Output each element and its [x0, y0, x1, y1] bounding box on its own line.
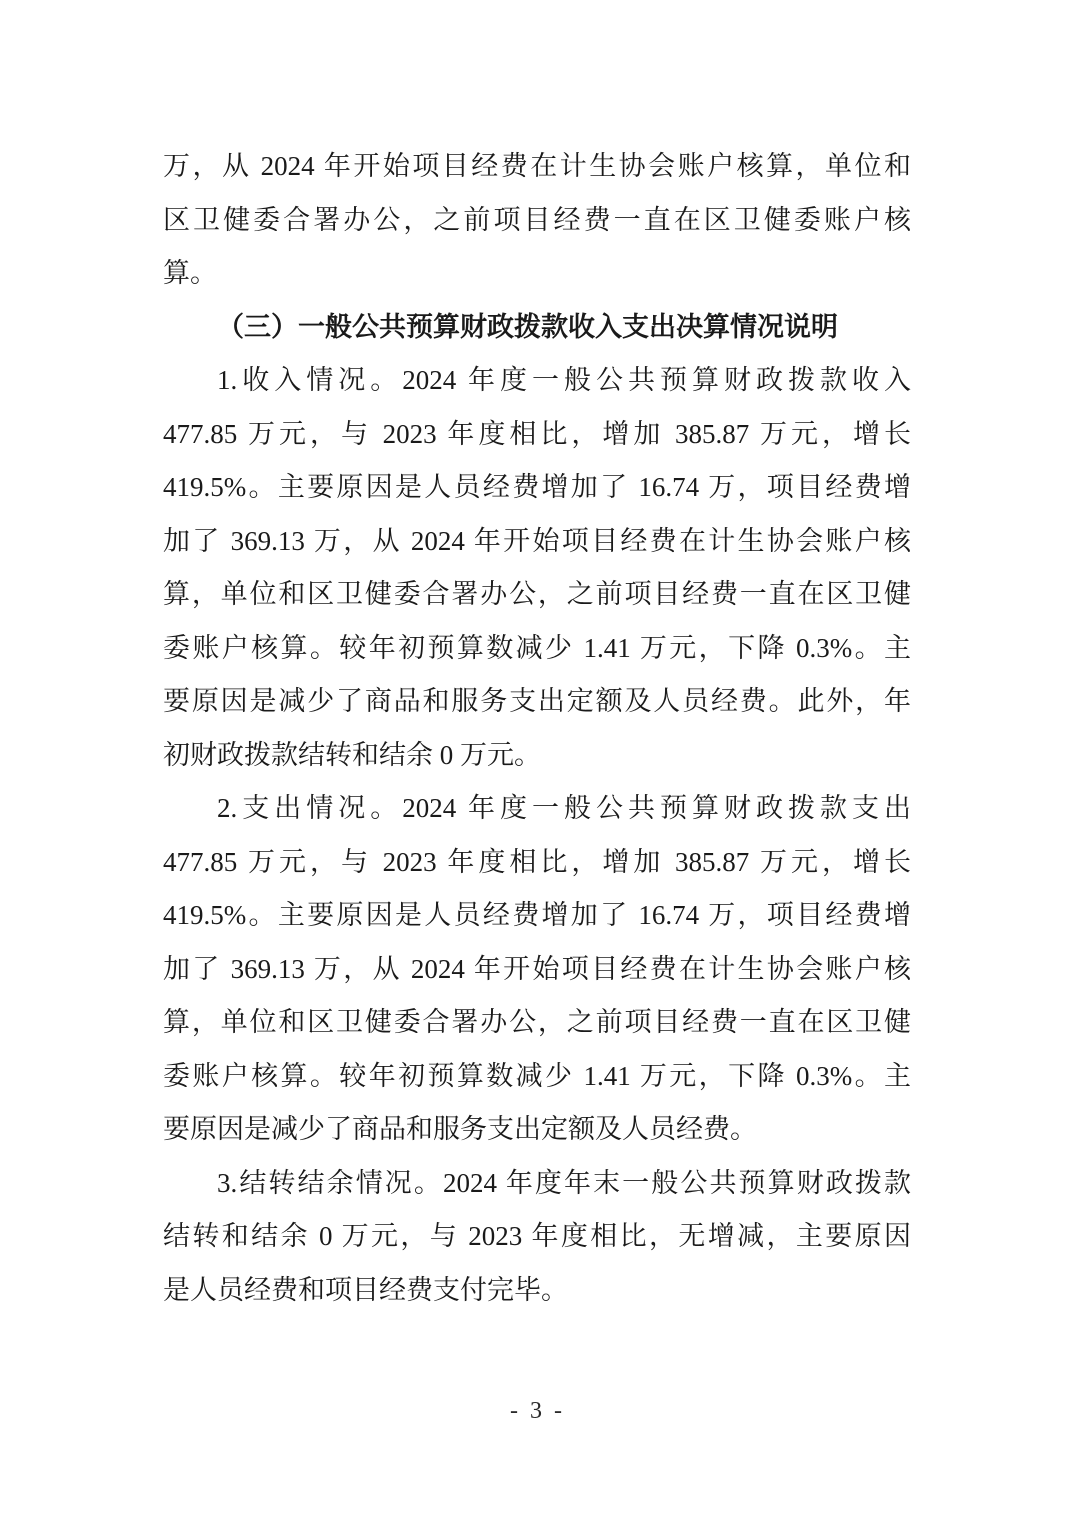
- expenditure-para-line-3: 419.5%。主要原因是人员经费增加了 16.74 万，项目经费增: [163, 900, 911, 930]
- income-para-line-7: 要原因是减少了商品和服务支出定额及人员经费。此外，年: [163, 686, 911, 716]
- income-para-line-2: 477.85 万元，与 2023 年度相比，增加 385.87 万元，增长: [163, 418, 911, 449]
- income-para-line-8: 初财政拨款结转和结余 0 万元。: [163, 739, 541, 770]
- page-number: - 3 -: [510, 1398, 565, 1424]
- income-para-line-4: 加了 369.13 万，从 2024 年开始项目经费在计生协会账户核: [163, 525, 911, 556]
- income-para-line-6: 委账户核算。较年初预算数减少 1.41 万元，下降 0.3%。主: [163, 632, 911, 663]
- document-text-block: [163, 140, 911, 1317]
- expenditure-para-line-1: 2.支出情况。2024 年度一般公共预算财政拨款支出: [217, 793, 911, 823]
- expenditure-para-line-5: 算，单位和区卫健委合署办公，之前项目经费一直在区卫健: [163, 1007, 911, 1037]
- expenditure-para-line-2: 477.85 万元，与 2023 年度相比，增加 385.87 万元，增长: [163, 846, 911, 877]
- income-para-line-3: 419.5%。主要原因是人员经费增加了 16.74 万，项目经费增: [163, 472, 911, 502]
- para-continuation-line-1: 万，从 2024 年开始项目经费在计生协会账户核算，单位和: [163, 151, 911, 181]
- carryover-para-line-1: 3.结转结余情况。2024 年度年末一般公共预算财政拨款: [217, 1167, 911, 1198]
- section-heading: （三）一般公共预算财政拨款收入支出决算情况说明: [217, 311, 838, 342]
- income-para-line-5: 算，单位和区卫健委合署办公，之前项目经费一直在区卫健: [163, 579, 911, 609]
- carryover-para-line-3: 是人员经费和项目经费支付完毕。: [163, 1274, 568, 1305]
- carryover-para-line-2: 结转和结余 0 万元，与 2023 年度相比，无增减，主要原因: [163, 1221, 911, 1251]
- income-para-line-1: 1.收入情况。2024 年度一般公共预算财政拨款收入: [217, 365, 911, 395]
- para-continuation-line-2: 区卫健委合署办公，之前项目经费一直在区卫健委账户核: [163, 204, 911, 235]
- expenditure-para-line-4: 加了 369.13 万，从 2024 年开始项目经费在计生协会账户核: [163, 953, 911, 984]
- para-continuation-line-3: 算。: [163, 258, 217, 288]
- expenditure-para-line-6: 委账户核算。较年初预算数减少 1.41 万元，下降 0.3%。主: [163, 1060, 911, 1091]
- expenditure-para-line-7: 要原因是减少了商品和服务支出定额及人员经费。: [163, 1114, 757, 1144]
